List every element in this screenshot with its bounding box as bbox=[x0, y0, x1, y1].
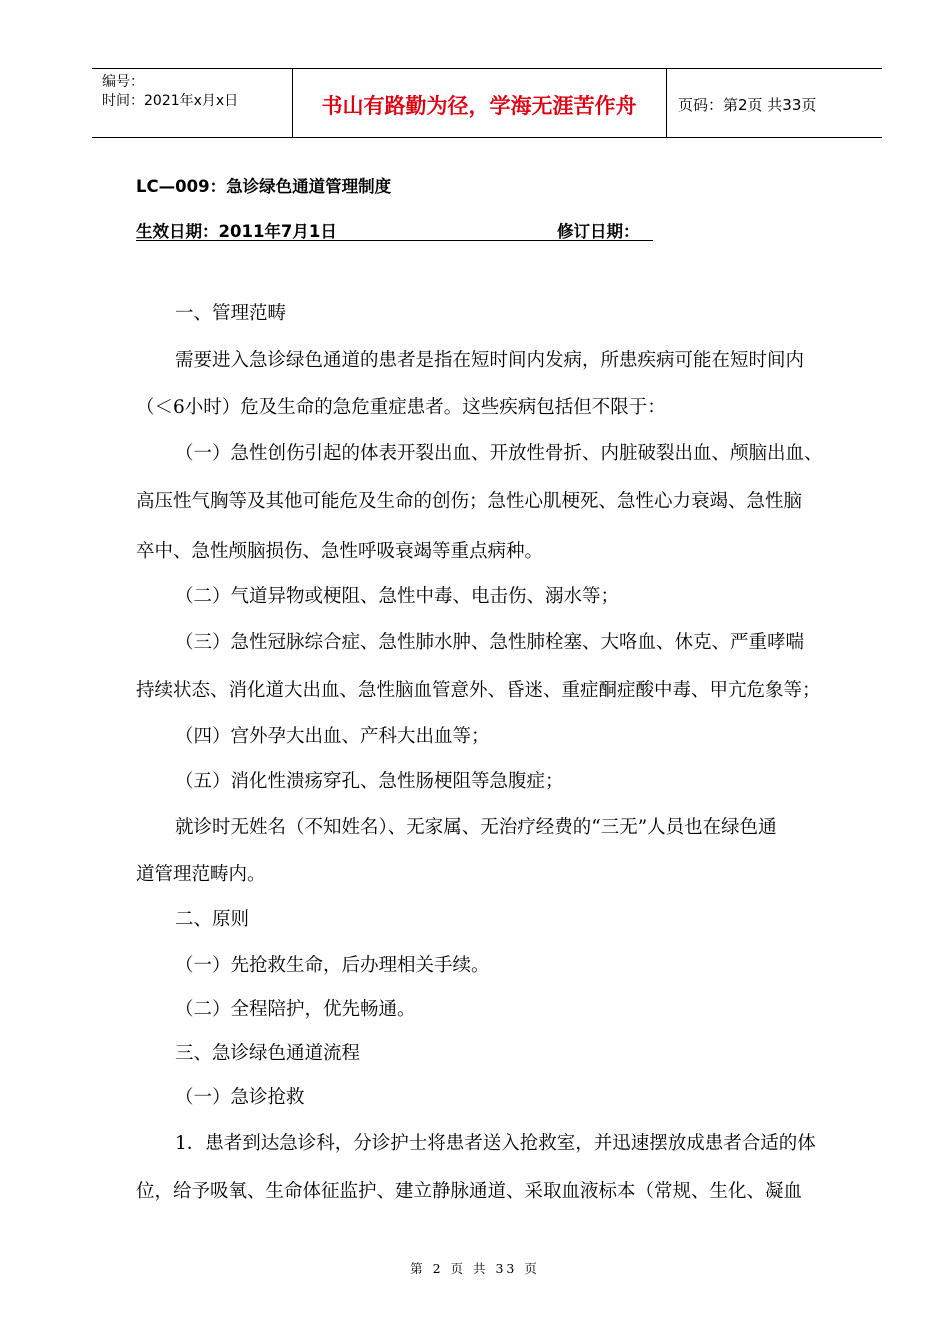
section-heading: 二、原则 bbox=[175, 909, 250, 930]
header-page-info: 页码：第2页 共33页 bbox=[678, 96, 817, 114]
body-line: 道管理范畴内。 bbox=[136, 864, 266, 885]
body-line: （二）气道异物或梗阻、急性中毒、电击伤、溺水等； bbox=[175, 586, 620, 607]
section-heading: 三、急诊绿色通道流程 bbox=[175, 1043, 361, 1064]
effective-date: 生效日期：2011年7月1日 bbox=[136, 222, 337, 241]
page-header bbox=[92, 68, 882, 138]
date-line bbox=[136, 218, 653, 241]
header-divider bbox=[666, 69, 667, 137]
document-title: LC—009：急诊绿色通道管理制度 bbox=[136, 177, 392, 196]
header-meta bbox=[102, 73, 238, 111]
page-footer: 第 2 页 共 33 页 bbox=[410, 1261, 540, 1276]
body-line: （二）全程陪护，优先畅通。 bbox=[175, 999, 416, 1020]
body-line: （五）消化性溃疡穿孔、急性肠梗阻等急腹症； bbox=[175, 771, 564, 792]
body-line: 需要进入急诊绿色通道的患者是指在短时间内发病，所患疾病可能在短时间内 bbox=[175, 350, 805, 371]
body-line: （一）急性创伤引起的体表开裂出血、开放性骨折、内脏破裂出血、颅脑出血、 bbox=[175, 443, 823, 464]
body-line: 持续状态、消化道大出血、急性脑血管意外、昏迷、重症酮症酸中毒、甲亢危象等； bbox=[136, 680, 821, 701]
body-line: 位，给予吸氧、生命体征监护、建立静脉通道、采取血液标本（常规、生化、凝血 bbox=[136, 1181, 803, 1202]
body-line: （一）先抢救生命，后办理相关手续。 bbox=[175, 955, 490, 976]
document-time: 时间：2021年x月x日 bbox=[102, 93, 239, 109]
revised-date: 修订日期： bbox=[557, 222, 640, 241]
header-motto: 书山有路勤为径，学海无涯苦作舟 bbox=[321, 94, 637, 118]
body-line: 就诊时无姓名（不知姓名）、无家属、无治疗经费的“三无”人员也在绿色通 bbox=[175, 817, 777, 838]
section-heading: 一、管理范畴 bbox=[175, 303, 287, 324]
body-line: （三）急性冠脉综合症、急性肺水肿、急性肺栓塞、大咯血、休克、严重哮喘 bbox=[175, 632, 805, 653]
body-line: 1．患者到达急诊科，分诊护士将患者送入抢救室，并迅速摆放成患者合适的体 bbox=[175, 1133, 816, 1154]
body-line: 高压性气胸等及其他可能危及生命的创伤；急性心肌梗死、急性心力衰竭、急性脑 bbox=[136, 491, 803, 512]
document-number-label: 编号： bbox=[102, 74, 144, 90]
body-line: （＜6小时）危及生命的急危重症患者。这些疾病包括但不限于： bbox=[136, 397, 666, 418]
body-line: 卒中、急性颅脑损伤、急性呼吸衰竭等重点病种。 bbox=[136, 541, 544, 562]
body-line: （四）宫外孕大出血、产科大出血等； bbox=[175, 726, 490, 747]
subsection-heading: （一）急诊抢救 bbox=[175, 1087, 305, 1108]
